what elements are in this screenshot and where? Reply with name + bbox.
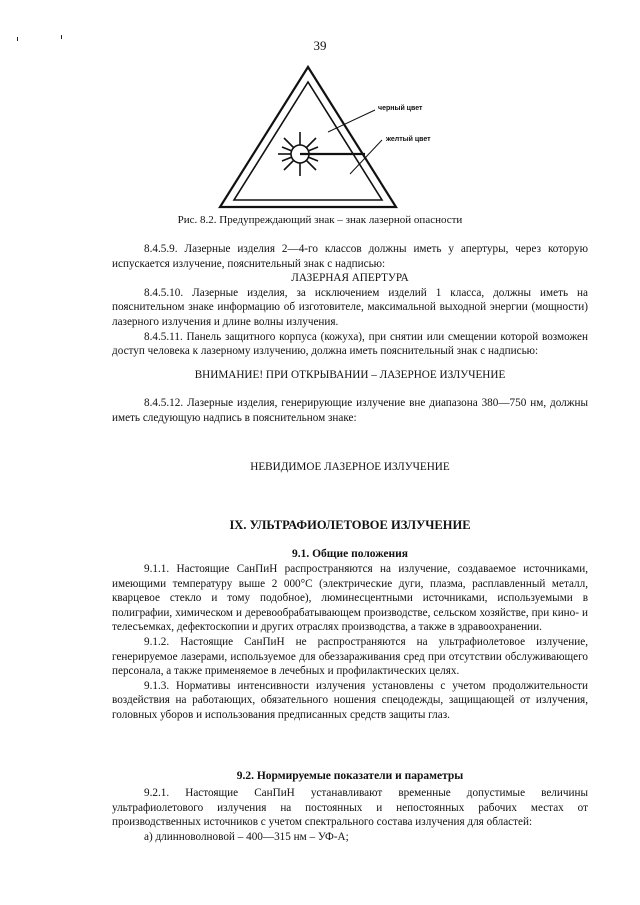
paragraph-9-1-2: 9.1.2. Настоящие СанПиН не распространяются на ультрафиолетовое излучение, генерируемое лазерами, используемое для обеззараживания сред при отсутствии обслуживающего персонала, а также применяемое в лечебных и профилактических целях. [112, 635, 588, 678]
sign-text-attention: ВНИМАНИЕ! ПРИ ОТКРЫВАНИИ – ЛАЗЕРНОЕ ИЗЛУЧЕНИЕ [194, 368, 506, 381]
sign-text-invisible: НЕВИДИМОЕ ЛАЗЕРНОЕ ИЗЛУЧЕНИЕ [250, 461, 450, 473]
label-black-color: черный цвет [378, 105, 423, 112]
page-number: 39 [313, 38, 327, 53]
laser-warning-figure [200, 62, 460, 212]
leader-line-black [328, 110, 375, 132]
paragraph-9-2-1: 9.2.1. Настоящие СанПиН устанавливают временные допустимые величины ультрафиолетового излучения на постоянных и непостоянных рабочих местах от производственных источников с учетом спектрального состава излучения для областей: [112, 787, 588, 829]
paragraph-8-4-5-10: 8.4.5.10. Лазерные изделия, за исключением изделий 1 класса, должны иметь на пояснительном знаке информацию об изготовителе, максимальной выходной энергии (мощности) лазерного излучения и длине волны излучения. [112, 286, 588, 328]
subsection-title-9-1: 9.1. Общие положения [291, 548, 409, 560]
paragraph-8-4-5-12: 8.4.5.12. Лазерные изделия, генерирующие излучение вне диапазона 380—750 нм, должны иметь следующую надпись в пояснительном знаке: [112, 397, 588, 424]
subsection-title-9-2: 9.2. Нормируемые показатели и параметры [236, 770, 464, 782]
uv-general-paragraphs [112, 562, 588, 723]
section-title: IX. УЛЬТРАФИОЛЕТОВОЕ ИЗЛУЧЕНИЕ [229, 518, 471, 532]
sign-text-aperture: ЛАЗЕРНАЯ АПЕРТУРА [291, 272, 409, 285]
laser-paragraphs [112, 242, 588, 426]
list-item-a: а) длинноволновой – 400—315 нм – УФ-А; [144, 830, 349, 843]
label-yellow-color: желтый цвет [386, 136, 431, 143]
paragraph-9-1-3: 9.1.3. Нормативы интенсивности излучения установлены с учетом продолжительности воздействия на работающих, обязательного ношения спецодежды, защищающей от излучения, головных уборов и использования предписанных средств защиты глаз. [112, 679, 588, 721]
paragraph-8-4-5-11: 8.4.5.11. Панель защитного корпуса (кожуха), при снятии или смещении которой возможен доступ человека к лазерному излучению, должна иметь пояснительный знак с надписью: [112, 330, 588, 358]
uv-parameters-paragraphs [112, 786, 588, 844]
paragraph-9-1-1: 9.1.1. Настоящие СанПиН распространяются на излучение, создаваемое источниками, имеющими температуру выше 2 000°С (электрические дуги, плазма, расплавленный металл, кварцевое стекло и тому подобное), люминесцентными источниками, используемыми в полиграфии, химическом и деревообрабатывающем производстве, сельском хозяйстве, при кино- и телесъемках, дефектоскопии и других отраслях производства, а также в здравоохранении. [112, 563, 588, 634]
triangle-inner [234, 82, 382, 200]
figure-caption: Рис. 8.2. Предупреждающий знак – знак лазерной опасности [177, 214, 463, 226]
paragraph-8-4-5-9: 8.4.5.9. Лазерные изделия 2—4-го классов должны иметь у апертуры, через которую испускается излучение, пояснительный знак с надписью: [112, 243, 588, 270]
triangle-outer [220, 67, 396, 207]
